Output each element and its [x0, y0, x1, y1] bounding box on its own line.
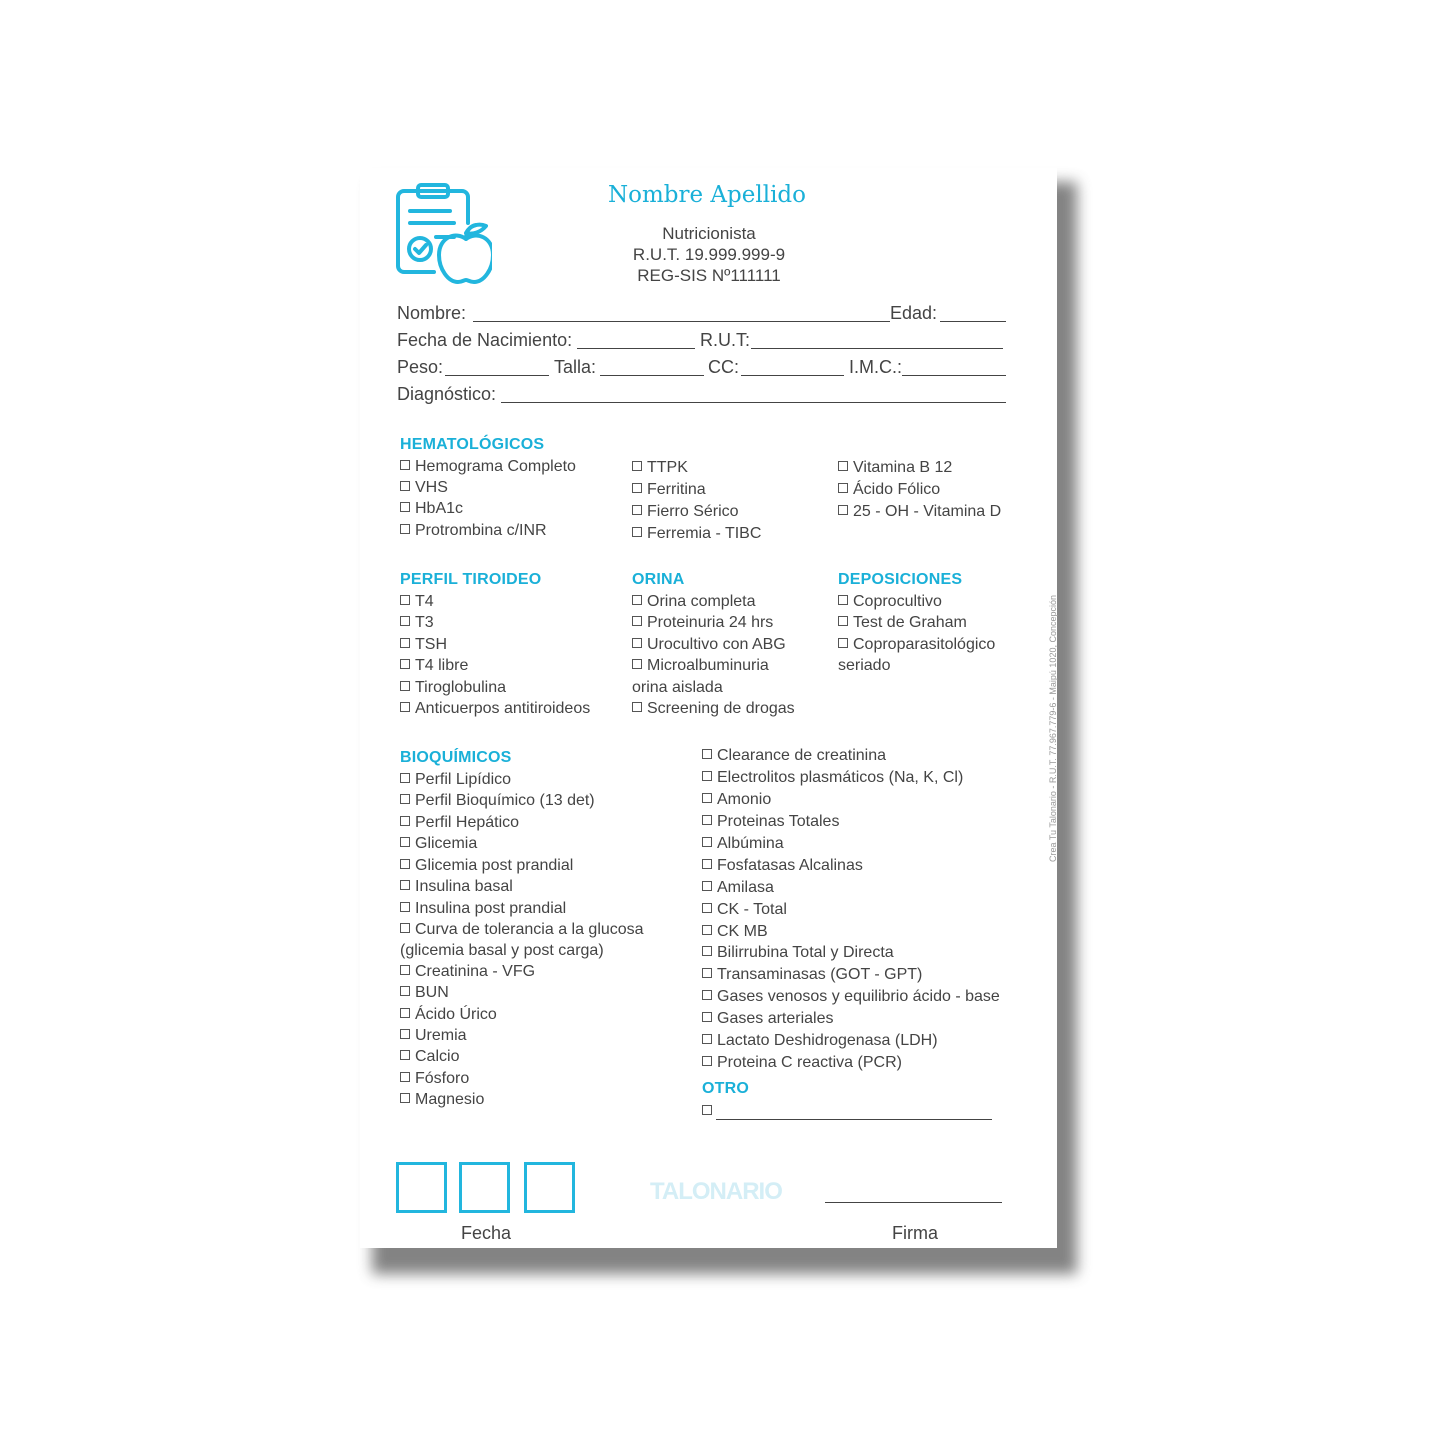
checkbox-item[interactable]: Insulina post prandial: [400, 899, 566, 919]
checkbox-icon[interactable]: [400, 902, 410, 912]
checkbox-icon[interactable]: [400, 502, 410, 512]
checkbox-item[interactable]: Perfil Lipídico: [400, 770, 511, 790]
checkbox-item[interactable]: Proteinas Totales: [702, 812, 839, 832]
checkbox-item[interactable]: Test de Graham: [838, 613, 967, 633]
professional-rut: R.U.T. 19.999.999-9: [632, 245, 786, 264]
checkbox-item[interactable]: Electrolitos plasmáticos (Na, K, Cl): [702, 768, 963, 788]
checkbox-icon[interactable]: [400, 965, 410, 975]
checkbox-item[interactable]: Perfil Bioquímico (13 det): [400, 791, 595, 811]
checkbox-icon[interactable]: [400, 880, 410, 890]
checkbox-icon[interactable]: [702, 990, 712, 1000]
checkbox-icon[interactable]: [400, 659, 410, 669]
checkbox-icon[interactable]: [702, 946, 712, 956]
checkbox-item[interactable]: Coproparasitológico: [838, 635, 995, 655]
edad-label: Edad:: [890, 303, 938, 323]
checkbox-item[interactable]: Uremia: [400, 1026, 467, 1046]
checkbox-item[interactable]: T3: [400, 613, 434, 633]
rut-field[interactable]: [751, 348, 1003, 349]
checkbox-item[interactable]: Glicemia post prandial: [400, 856, 573, 876]
checkbox-icon[interactable]: [632, 638, 642, 648]
checkbox-icon[interactable]: [702, 1034, 712, 1044]
checkbox-item[interactable]: Proteina C reactiva (PCR): [702, 1053, 902, 1073]
checkbox-item[interactable]: T4: [400, 592, 434, 612]
profession: Nutricionista: [662, 224, 756, 243]
checkbox-item[interactable]: Amilasa: [702, 878, 774, 898]
checkbox-icon[interactable]: [632, 616, 642, 626]
watermark-logo: TALONARIO: [650, 1178, 782, 1205]
checkbox-item[interactable]: Orina completa: [632, 592, 756, 612]
checkbox-item[interactable]: Perfil Hepático: [400, 813, 519, 833]
checkbox-item[interactable]: Fosfatasas Alcalinas: [702, 856, 863, 876]
checkbox-item[interactable]: Magnesio: [400, 1090, 484, 1110]
checkbox-icon[interactable]: [400, 460, 410, 470]
checkbox-icon[interactable]: [702, 815, 712, 825]
checkbox-item[interactable]: Curva de tolerancia a la glucosa: [400, 920, 644, 940]
checkbox-item[interactable]: Tiroglobulina: [400, 678, 506, 698]
checkbox-icon[interactable]: [702, 771, 712, 781]
fecha-month-box[interactable]: [459, 1162, 510, 1213]
diagnostico-field[interactable]: [501, 402, 1006, 403]
checkbox-icon[interactable]: [632, 595, 642, 605]
checkbox-item[interactable]: HbA1c: [400, 499, 463, 519]
checkbox-icon[interactable]: [838, 505, 848, 515]
checkbox-item[interactable]: Lactato Deshidrogenasa (LDH): [702, 1031, 938, 1051]
checkbox-icon[interactable]: [400, 524, 410, 534]
checkbox-icon[interactable]: [632, 702, 642, 712]
checkbox-icon[interactable]: [632, 461, 642, 471]
checkbox-item[interactable]: Fósforo: [400, 1069, 469, 1089]
checkbox-icon[interactable]: [400, 616, 410, 626]
otro-field[interactable]: [716, 1119, 992, 1120]
fecha-day-box[interactable]: [396, 1162, 447, 1213]
checkbox-item[interactable]: [702, 1102, 717, 1122]
checkbox-item[interactable]: Glicemia: [400, 834, 477, 854]
checkbox-icon[interactable]: [400, 638, 410, 648]
checkbox-item[interactable]: Anticuerpos antitiroideos: [400, 699, 590, 719]
edad-field[interactable]: [940, 321, 1006, 322]
checkbox-icon[interactable]: [400, 773, 410, 783]
checkbox-item[interactable]: Albúmina: [702, 834, 784, 854]
section-title-bioquimicos: BIOQUÍMICOS: [400, 749, 512, 766]
checkbox-icon[interactable]: [400, 1008, 410, 1018]
checkbox-item[interactable]: Ácido Fólico: [838, 480, 940, 500]
firma-line[interactable]: [825, 1202, 1002, 1203]
checkbox-item[interactable]: Ácido Úrico: [400, 1005, 497, 1025]
checkbox-icon[interactable]: [400, 1072, 410, 1082]
printer-side-text: Crea Tu Talonario - R.U.T. 77.967.779-6 - Maipú 1020, Concepción: [1048, 595, 1058, 862]
checkbox-item[interactable]: Microalbuminuria: [632, 656, 769, 676]
checkbox-icon[interactable]: [400, 816, 410, 826]
checkbox-icon[interactable]: [702, 859, 712, 869]
checkbox-item[interactable]: Calcio: [400, 1047, 459, 1067]
cc-label: CC:: [708, 357, 739, 377]
firma-label: Firma: [892, 1223, 938, 1243]
checkbox-item[interactable]: Fierro Sérico: [632, 502, 739, 522]
checkbox-icon[interactable]: [400, 702, 410, 712]
checkbox-icon[interactable]: [632, 527, 642, 537]
checkbox-icon[interactable]: [702, 1105, 712, 1115]
checkbox-icon[interactable]: [838, 616, 848, 626]
checkbox-icon[interactable]: [400, 837, 410, 847]
checkbox-item[interactable]: Clearance de creatinina: [702, 746, 886, 766]
checkbox-icon[interactable]: [400, 1093, 410, 1103]
rut-label: R.U.T:: [700, 330, 751, 350]
imc-label: I.M.C.:: [849, 357, 902, 377]
clipboard-apple-icon: [396, 183, 492, 289]
checkbox-icon[interactable]: [838, 461, 848, 471]
cc-field[interactable]: [741, 375, 844, 376]
item-continuation: orina aislada: [632, 679, 723, 696]
checkbox-item[interactable]: Gases arteriales: [702, 1009, 834, 1029]
checkbox-icon[interactable]: [702, 749, 712, 759]
fecha-year-box[interactable]: [524, 1162, 575, 1213]
fecha-nacimiento-field[interactable]: [577, 348, 695, 349]
checkbox-icon[interactable]: [702, 837, 712, 847]
checkbox-item[interactable]: Coprocultivo: [838, 592, 942, 612]
checkbox-icon[interactable]: [400, 986, 410, 996]
checkbox-item[interactable]: Proteinuria 24 hrs: [632, 613, 773, 633]
checkbox-item[interactable]: Hemograma Completo: [400, 457, 576, 477]
checkbox-icon[interactable]: [702, 793, 712, 803]
professional-name: Nombre Apellido: [607, 182, 806, 208]
checkbox-item[interactable]: Gases venosos y equilibrio ácido - base: [702, 987, 1000, 1007]
checkbox-item[interactable]: BUN: [400, 983, 449, 1003]
talla-field[interactable]: [600, 375, 704, 376]
checkbox-icon[interactable]: [632, 483, 642, 493]
checkbox-item[interactable]: Ferritina: [632, 480, 706, 500]
nombre-field[interactable]: [473, 321, 890, 322]
checkbox-item[interactable]: Ferremia - TIBC: [632, 524, 761, 544]
checkbox-item[interactable]: Creatinina - VFG: [400, 962, 535, 982]
checkbox-icon[interactable]: [632, 505, 642, 515]
checkbox-icon[interactable]: [838, 595, 848, 605]
checkbox-item[interactable]: TSH: [400, 635, 447, 655]
checkbox-icon[interactable]: [632, 659, 642, 669]
talla-label: Talla:: [554, 357, 597, 377]
checkbox-item[interactable]: VHS: [400, 478, 448, 498]
checkbox-icon[interactable]: [702, 903, 712, 913]
checkbox-item[interactable]: T4 libre: [400, 656, 468, 676]
section-title-hematologicos: HEMATOLÓGICOS: [400, 436, 545, 453]
checkbox-icon[interactable]: [400, 595, 410, 605]
checkbox-icon[interactable]: [702, 1012, 712, 1022]
checkbox-item[interactable]: Insulina basal: [400, 877, 513, 897]
checkbox-item[interactable]: Urocultivo con ABG: [632, 635, 786, 655]
registration-number: REG-SIS Nº111111: [637, 266, 781, 285]
checkbox-item[interactable]: CK - Total: [702, 900, 787, 920]
checkbox-item[interactable]: 25 - OH - Vitamina D: [838, 502, 1001, 522]
checkbox-icon[interactable]: [702, 881, 712, 891]
checkbox-item[interactable]: Vitamina B 12: [838, 458, 952, 478]
fecha-nacimiento-label: Fecha de Nacimiento:: [397, 330, 573, 350]
prescription-sheet: [360, 168, 1057, 1248]
section-title-otro: OTRO: [702, 1080, 750, 1097]
checkbox-icon[interactable]: [400, 681, 410, 691]
peso-field[interactable]: [445, 375, 549, 376]
checkbox-icon[interactable]: [400, 859, 410, 869]
checkbox-item[interactable]: Amonio: [702, 790, 771, 810]
section-title-tiroideo: PERFIL TIROIDEO: [400, 571, 542, 588]
imc-field[interactable]: [902, 375, 1006, 376]
checkbox-icon[interactable]: [400, 794, 410, 804]
checkbox-icon[interactable]: [702, 925, 712, 935]
checkbox-icon[interactable]: [838, 638, 848, 648]
peso-label: Peso:: [397, 357, 444, 377]
checkbox-icon[interactable]: [702, 1056, 712, 1066]
checkbox-icon[interactable]: [400, 1029, 410, 1039]
checkbox-icon[interactable]: [400, 1050, 410, 1060]
checkbox-item[interactable]: Bilirrubina Total y Directa: [702, 943, 894, 963]
nombre-label: Nombre:: [397, 303, 467, 323]
section-title-orina: ORINA: [632, 571, 685, 588]
checkbox-icon[interactable]: [400, 481, 410, 491]
checkbox-item[interactable]: Screening de drogas: [632, 699, 795, 719]
checkbox-item[interactable]: CK MB: [702, 922, 768, 942]
checkbox-item[interactable]: TTPK: [632, 458, 688, 478]
checkbox-item[interactable]: Transaminasas (GOT - GPT): [702, 965, 922, 985]
section-title-deposiciones: DEPOSICIONES: [838, 571, 963, 588]
checkbox-icon[interactable]: [838, 483, 848, 493]
checkbox-icon[interactable]: [400, 923, 410, 933]
fecha-label: Fecha: [461, 1223, 512, 1243]
item-continuation: seriado: [838, 657, 891, 674]
checkbox-icon[interactable]: [702, 968, 712, 978]
item-continuation: (glicemia basal y post carga): [400, 942, 604, 959]
checkbox-item[interactable]: Protrombina c/INR: [400, 521, 547, 541]
diagnostico-label: Diagnóstico:: [397, 384, 497, 404]
